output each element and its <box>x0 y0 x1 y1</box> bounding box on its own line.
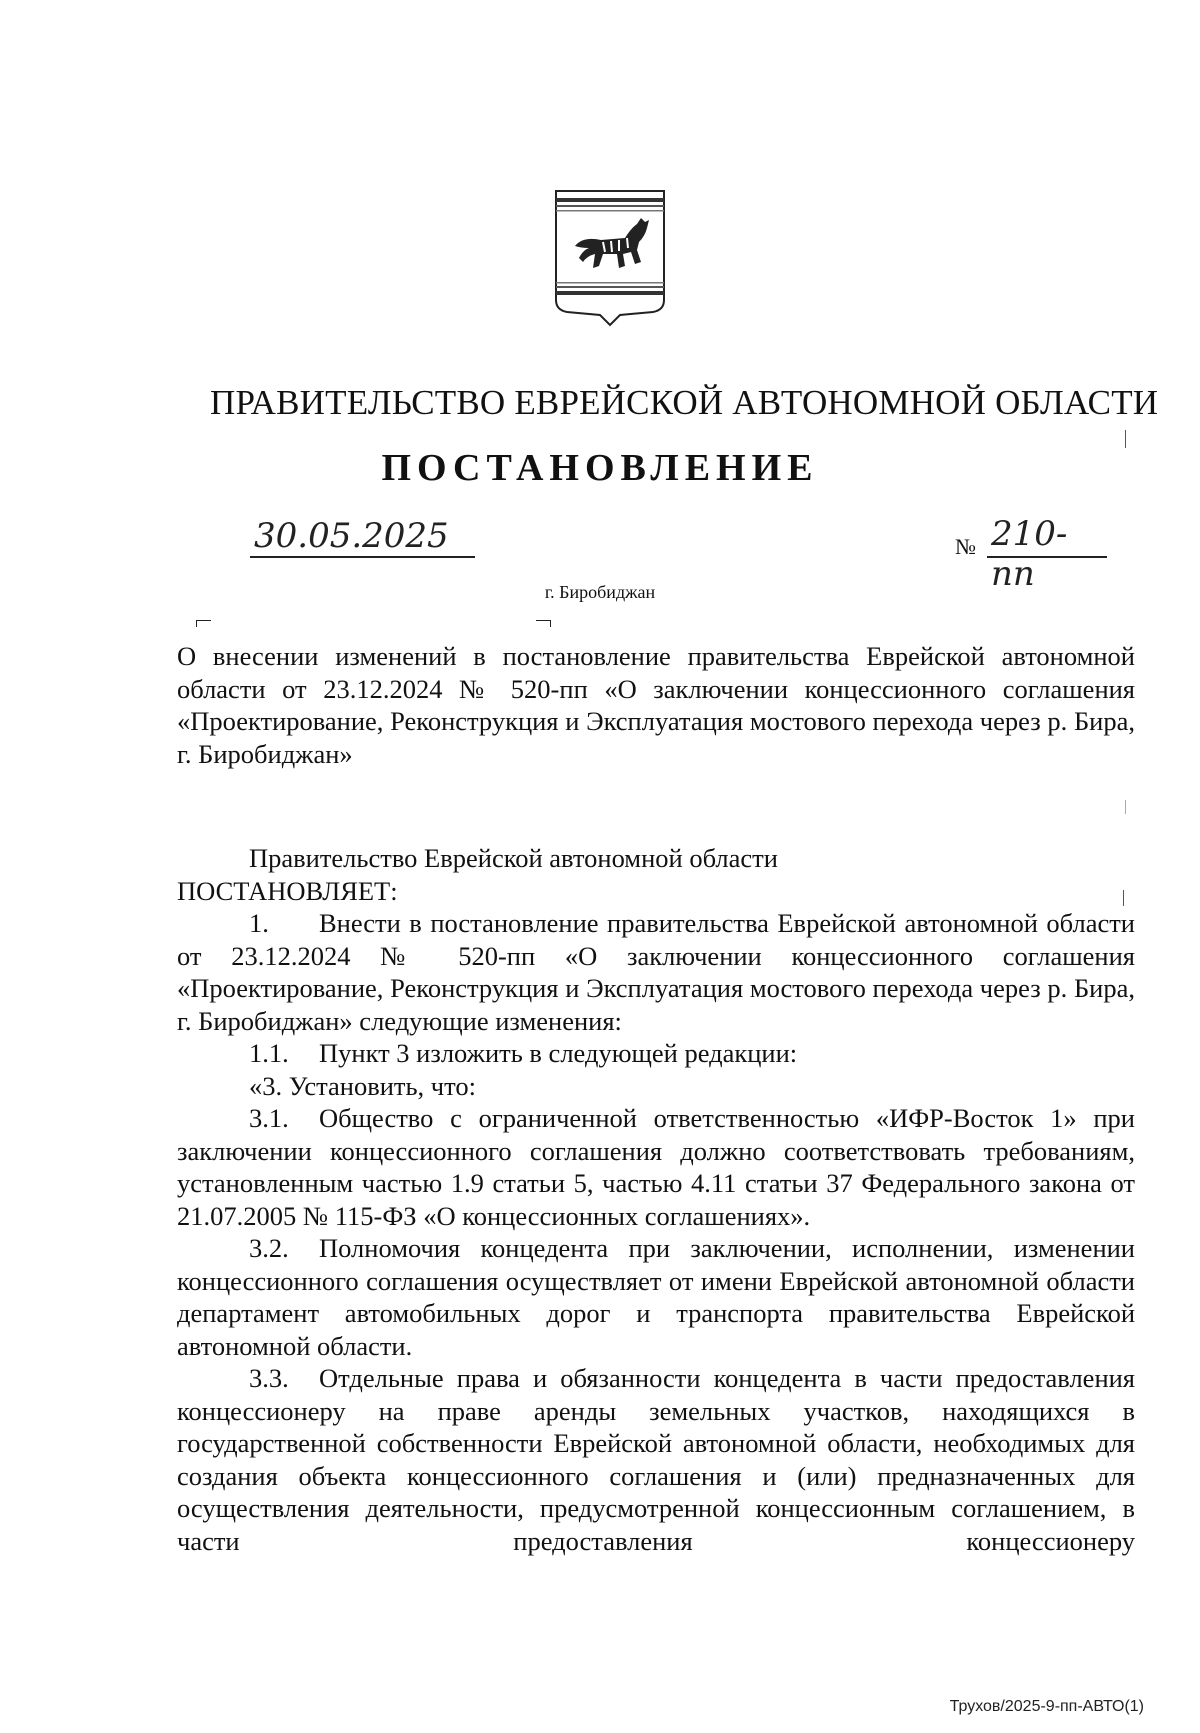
document-type-title: ПОСТАНОВЛЕНИЕ <box>381 447 819 489</box>
corner-mark-right <box>536 620 551 627</box>
scan-mark <box>1123 890 1124 906</box>
resolves-line: ПОСТАНОВЛЯЕТ: <box>177 875 398 906</box>
paragraph-number: 3.3. <box>249 1363 289 1393</box>
number-sign: № <box>955 534 976 559</box>
paragraph-text: Отдельные права и обязанности концедента в части предоставления концессионеру на праве аренды земельных участков, находящихся в государственной собственности Еврейской автономной области, необходимых для создания объекта концессионного соглашения и (или) предназначенных для осуществления деятельности, предусмотренной концессионным соглашением, в части предоставления концессионеру <box>177 1363 1135 1556</box>
paragraph-text: Общество с ограниченной ответственностью «ИФР-Восток 1» при заключении концессионного соглашения должно соответствовать требованиям, установленным частью 1.9 статьи 5, частью 4.11 статьи 37 Федерального закона от 21.07.2005 № 115-ФЗ «О концессионных соглашениях». <box>177 1103 1135 1231</box>
number-line <box>987 514 1107 594</box>
paragraph-number: 1.1. <box>249 1038 289 1068</box>
scan-mark <box>1125 800 1126 814</box>
paragraph-1 <box>177 907 1135 1037</box>
subject-paragraph: О внесении изменений в постановление правительства Еврейской автономной области от 23.12.2024 № 520-пп «О заключении концессионного соглашения «Проектирование, Реконструкция и Эксплуатация мостового перехода через р. Бира, г. Биробиджан» <box>177 641 1135 769</box>
paragraph-3-2 <box>177 1232 1135 1362</box>
paragraph-1-1 <box>177 1037 1135 1070</box>
corner-mark-left <box>196 620 211 627</box>
quote-start-line: «3. Установить, что: <box>249 1070 476 1101</box>
handwritten-number: 210-пп <box>991 514 1068 594</box>
paragraph-number: 1. <box>249 908 269 938</box>
footer-document-code: Трухов/2025-9-пп-АВТО(1) <box>949 1698 1144 1715</box>
document-body <box>177 842 1135 1557</box>
intro-line: Правительство Еврейской автономной области <box>249 843 778 873</box>
paragraph-text: Внести в постановление правительства Еврейской автономной области от 23.12.2024 № 520-пп «О заключении концессионного соглашения «Проектирование, Реконструкция и Эксплуатация мостового перехода через р. Бира, г. Биробиджан» следующие изменения: <box>177 908 1135 1036</box>
organization-title: ПРАВИТЕЛЬСТВО ЕВРЕЙСКОЙ АВТОНОМНОЙ ОБЛАСТИ <box>210 383 1159 422</box>
paragraph-3-1 <box>177 1102 1135 1232</box>
city-label: г. Биробиджан <box>544 582 656 602</box>
coat-of-arms-emblem <box>553 188 667 328</box>
scan-mark <box>1125 430 1126 448</box>
paragraph-3-3 <box>177 1362 1135 1557</box>
paragraph-number: 3.2. <box>249 1233 289 1263</box>
number-field <box>955 514 1110 594</box>
paragraph-text: Полномочия концедента при заключении, исполнении, изменении концессионного соглашения осуществляет от имени Еврейской автономной области департамент автомобильных дорог и транспорта правительства Еврейской автономной области. <box>177 1233 1135 1361</box>
date-field <box>250 516 475 558</box>
paragraph-text: Пункт 3 изложить в следующей редакции: <box>319 1038 798 1068</box>
paragraph-number: 3.1. <box>249 1103 289 1133</box>
handwritten-date: 30.05.2025 <box>254 516 449 556</box>
